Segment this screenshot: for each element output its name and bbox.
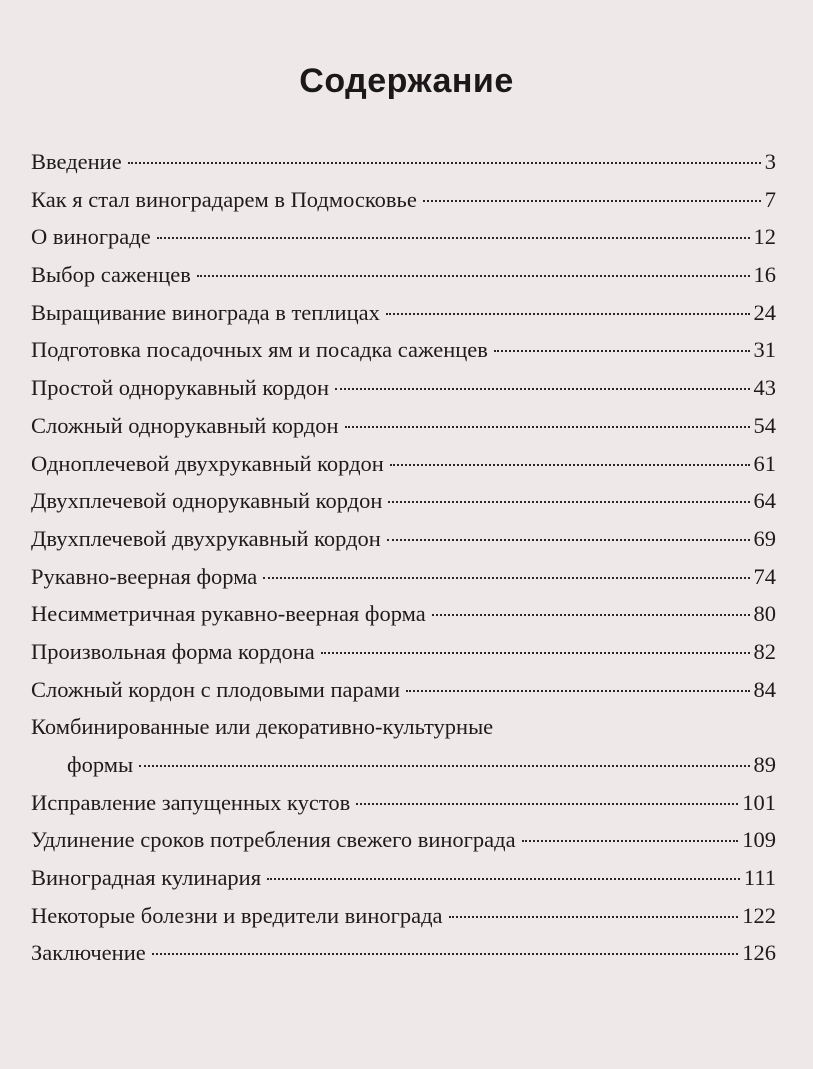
toc-entry-page: 31 bbox=[753, 337, 776, 363]
toc-entry-title: Подготовка посадочных ям и посадка саженцев bbox=[31, 337, 488, 363]
dot-leader bbox=[263, 577, 749, 579]
toc-entry-title-continued: формы bbox=[67, 752, 134, 777]
dot-leader bbox=[522, 840, 739, 842]
toc-entry bbox=[31, 897, 776, 935]
toc-entry-page: 16 bbox=[753, 262, 776, 288]
toc-entry-title: Двухплечевой двухрукавный кордон bbox=[31, 525, 381, 551]
toc-entry-page: 82 bbox=[753, 638, 776, 664]
toc-entry-title: Двухплечевой однорукавный кордон bbox=[31, 488, 383, 514]
toc-entry bbox=[31, 934, 776, 972]
toc-entry-title: Сложный однорукавный кордон bbox=[31, 412, 339, 438]
toc-entry-title: О винограде bbox=[31, 224, 151, 250]
dot-leader bbox=[387, 539, 750, 541]
toc-entry-page: 64 bbox=[753, 488, 776, 514]
toc-entry-title: Как я стал виноградарем в Подмосковье bbox=[31, 186, 417, 212]
toc-entry-title: Комбинированные или декоративно-культурные bbox=[31, 714, 494, 740]
toc-entry-page: 84 bbox=[753, 676, 776, 702]
toc-entry-page: 126 bbox=[742, 940, 776, 966]
toc-entry-page: 12 bbox=[753, 224, 776, 250]
toc-entry-title: Заключение bbox=[31, 940, 146, 966]
toc-entry bbox=[31, 143, 776, 181]
toc-entry-title: Рукавно-веерная форма bbox=[31, 563, 258, 589]
dot-leader bbox=[356, 803, 738, 805]
toc-entry-page: 111 bbox=[743, 865, 776, 891]
toc-entry bbox=[31, 445, 776, 483]
toc-entry bbox=[31, 784, 776, 822]
toc-entry-page: 109 bbox=[742, 827, 776, 853]
toc-entry-title: Введение bbox=[31, 149, 122, 174]
toc-entry-title: Сложный кордон с плодовыми парами bbox=[31, 676, 401, 702]
toc-entry-page: 3 bbox=[764, 149, 776, 174]
toc-entry-title: Одноплечевой двухрукавный кордон bbox=[31, 450, 384, 476]
toc-entry-page: 89 bbox=[753, 752, 776, 777]
toc-entry-page: 54 bbox=[753, 412, 776, 438]
toc-entry-page: 69 bbox=[753, 525, 776, 551]
toc-entry-title: Несимметричная рукавно-веерная форма bbox=[31, 601, 426, 627]
toc-entry-page: 101 bbox=[742, 789, 776, 815]
toc-entry-title: Некоторые болезни и вредители винограда bbox=[31, 902, 443, 928]
dot-leader bbox=[139, 765, 749, 767]
dot-leader bbox=[157, 237, 750, 239]
toc-entry bbox=[31, 331, 776, 369]
dot-leader bbox=[388, 501, 749, 503]
dot-leader bbox=[267, 878, 740, 880]
toc-entry-title: Выбор саженцев bbox=[31, 262, 191, 288]
toc-entry-page: 80 bbox=[753, 601, 776, 627]
toc-entry bbox=[31, 294, 776, 332]
toc-entry bbox=[31, 256, 776, 294]
toc-entry bbox=[31, 369, 776, 407]
toc-entry-page: 122 bbox=[742, 902, 776, 928]
toc-entry-title: Выращивание винограда в теплицах bbox=[31, 299, 380, 325]
toc-entry-title: Удлинение сроков потребления свежего винограда bbox=[31, 827, 516, 853]
dot-leader bbox=[390, 464, 750, 466]
toc-entry bbox=[31, 859, 776, 897]
toc-entry bbox=[31, 482, 776, 520]
toc-entry bbox=[31, 595, 776, 633]
toc-entry bbox=[31, 746, 776, 784]
page-title: Содержание bbox=[299, 62, 514, 100]
toc-entry bbox=[31, 821, 776, 859]
toc-entry-title: Произвольная форма кордона bbox=[31, 638, 315, 664]
dot-leader bbox=[335, 388, 749, 390]
toc-entry-page: 43 bbox=[753, 375, 776, 401]
toc-entry-title: Исправление запущенных кустов bbox=[31, 789, 351, 815]
toc-entry-page: 74 bbox=[753, 563, 776, 589]
dot-leader bbox=[152, 953, 739, 955]
toc-entry bbox=[31, 633, 776, 671]
toc-entry bbox=[31, 520, 776, 558]
toc-entry bbox=[31, 218, 776, 256]
dot-leader bbox=[432, 614, 750, 616]
dot-leader bbox=[406, 690, 749, 692]
dot-leader bbox=[128, 162, 761, 164]
toc-entry bbox=[31, 181, 776, 219]
dot-leader bbox=[197, 275, 750, 277]
dot-leader bbox=[449, 916, 739, 918]
toc-entry bbox=[31, 558, 776, 596]
dot-leader bbox=[423, 200, 761, 202]
toc-entry-title: Виноградная кулинария bbox=[31, 865, 262, 891]
table-of-contents bbox=[31, 143, 776, 972]
dot-leader bbox=[386, 313, 750, 315]
dot-leader bbox=[494, 350, 750, 352]
toc-entry-first-line bbox=[31, 708, 776, 746]
dot-leader bbox=[321, 652, 750, 654]
toc-entry bbox=[31, 671, 776, 709]
toc-entry-page: 7 bbox=[764, 186, 776, 212]
dot-leader bbox=[345, 426, 750, 428]
toc-entry-page: 24 bbox=[753, 299, 776, 325]
toc-entry-page: 61 bbox=[753, 450, 776, 476]
toc-entry-title: Простой однорукавный кордон bbox=[31, 375, 330, 401]
toc-entry bbox=[31, 407, 776, 445]
